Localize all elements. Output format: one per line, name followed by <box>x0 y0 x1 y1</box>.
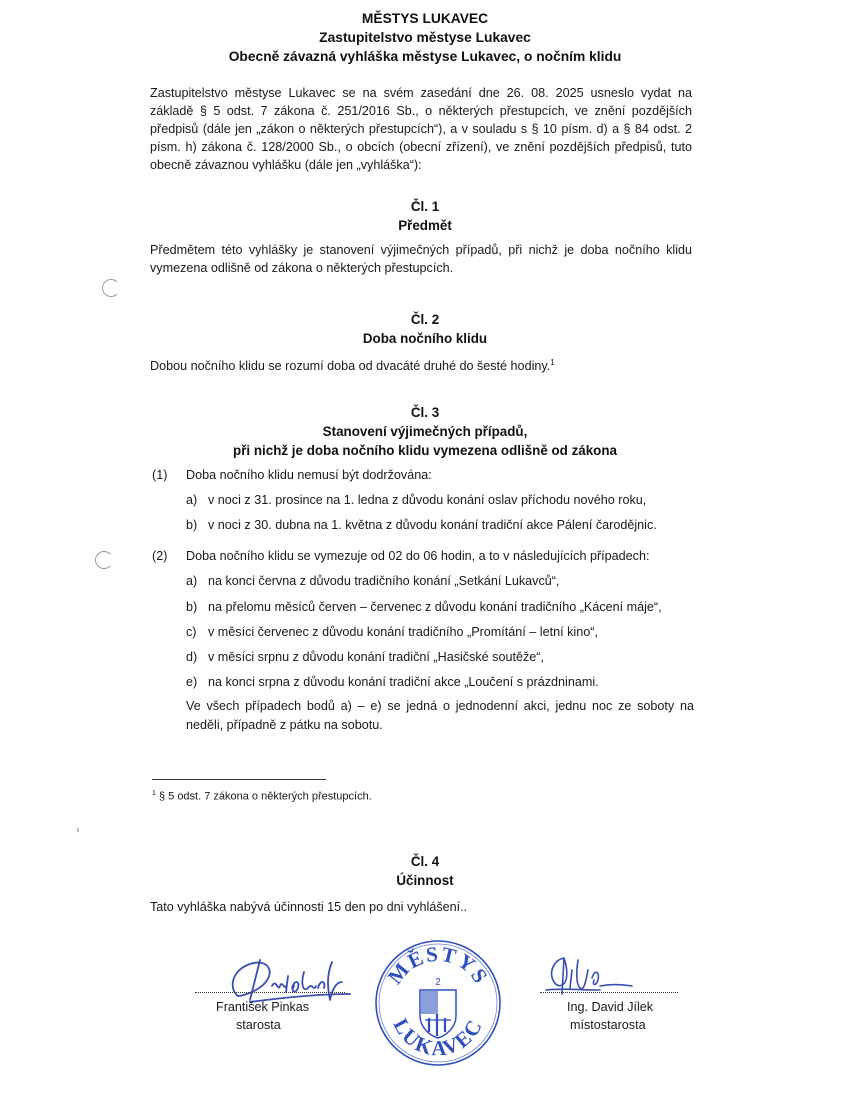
item-label: a) <box>186 574 198 588</box>
paragraph-1-label: (1) <box>152 468 168 482</box>
signature-pinkas-image <box>220 952 360 1007</box>
closing-line: Ve všech případech bodů a) – e) se jedná o jednodenní akci, jednu noc ze soboty na <box>186 699 694 713</box>
intro-line: Zastupitelstvo městyse Lukavec se na svém zasedání dne 26. 08. 2025 usneslo vydat na <box>150 86 692 100</box>
item-text: v noci z 30. dubna na 1. května z důvodu konání tradiční akce Pálení čarodějnic. <box>208 518 657 532</box>
footnote-text: § 5 odst. 7 zákona o některých přestupcích. <box>158 790 372 803</box>
municipality-name: MĚSTYS LUKAVEC <box>361 11 489 26</box>
article-1-number: Čl. 1 <box>410 199 440 214</box>
official-stamp <box>373 938 503 1068</box>
intro-line: obecně závaznou vyhlášku (dále jen „vyhláška“): <box>150 158 422 172</box>
item-text: v noci z 31. prosince na 1. ledna z důvodu konání oslav příchodu nového roku, <box>208 493 647 507</box>
article-2-title: Doba nočního klidu <box>362 331 488 346</box>
item-label: e) <box>186 675 198 689</box>
article-2-number: Čl. 2 <box>410 312 440 327</box>
paragraph-2-label: (2) <box>152 549 168 563</box>
item-text: na přelomu měsíců červen – červenec z důvodu konání tradičního „Kácení máje“, <box>208 600 662 614</box>
article-4-text: Tato vyhláška nabývá účinnosti 15 den po dni vyhlášení.. <box>150 900 468 914</box>
paragraph-1-text: Doba nočního klidu nemusí být dodržována: <box>186 468 432 482</box>
footnote-separator <box>152 779 326 780</box>
punch-hole-mark <box>95 551 113 569</box>
signatory-right-name: Ing. David Jílek <box>567 1000 654 1014</box>
article-1-line: Předmětem této vyhlášky je stanovení výjimečných případů, při nichž je doba nočního klidu <box>150 243 692 257</box>
article-1-title: Předmět <box>398 218 452 233</box>
article-4-title: Účinnost <box>396 873 454 888</box>
signatory-left-name: František Pinkas <box>216 1000 310 1014</box>
intro-line: písm. h) zákona č. 128/2000 Sb., o obcích (obecní zřízení), ve znění pozdějších předpisů, tuto <box>150 140 692 154</box>
item-label: d) <box>186 650 198 664</box>
intro-line: předpisů (dále jen „zákon o některých přestupcích“), a v souladu s § 10 písm. d) a § 84 odst. 2 <box>150 122 692 136</box>
item-label: b) <box>186 518 198 532</box>
document-title: Obecně závazná vyhláška městyse Lukavec, o nočním klidu <box>228 49 622 64</box>
stamp-top-text: MĚSTYS <box>382 941 494 989</box>
scan-speck <box>77 828 79 832</box>
item-text: v měsíci srpnu z důvodu konání tradiční „Hasičské soutěže“, <box>208 650 544 664</box>
article-3-title-line-2: při nichž je doba nočního klidu vymezena odlišně od zákona <box>233 443 617 458</box>
item-text: na konci června z důvodu tradičního konání „Setkání Lukavců“, <box>208 574 560 588</box>
council-name: Zastupitelstvo městyse Lukavec <box>319 30 531 45</box>
closing-line: neděli, případně z pátku na sobotu. <box>186 718 383 732</box>
item-text: na konci srpna z důvodu konání tradiční akce „Loučení s prázdninami. <box>208 675 599 689</box>
item-text: v měsíci červenec z důvodu konání tradičního „Promítání – letní kino“, <box>208 625 598 639</box>
article-3-title-line-1: Stanovení výjimečných případů, <box>322 424 528 439</box>
signature-line-right <box>540 992 678 993</box>
coat-of-arms-icon <box>420 990 456 1038</box>
item-label: c) <box>186 625 197 639</box>
footnote-mark: 1 <box>152 790 156 797</box>
article-1-line: vymezena odlišně od zákona o některých přestupcích. <box>150 261 454 275</box>
stamp-number: 2 <box>435 977 441 988</box>
punch-hole-mark <box>102 279 120 297</box>
article-3-number: Čl. 3 <box>410 405 440 420</box>
stamp-bottom-text: LUKAVEC <box>388 1014 488 1061</box>
paragraph-2-text: Doba nočního klidu se vymezuje od 02 do 06 hodin, a to v následujících případech: <box>186 549 650 563</box>
intro-line: základě § 5 odst. 7 zákona č. 251/2016 Sb., o některých přestupcích, ve znění pozdějších <box>150 104 692 118</box>
item-label: a) <box>186 493 198 507</box>
paragraph-2-closing <box>186 697 694 735</box>
item-label: b) <box>186 600 198 614</box>
signatory-left-role: starosta <box>236 1018 281 1032</box>
footnote-reference: 1 <box>550 358 555 367</box>
intro-paragraph <box>150 84 692 174</box>
article-2-line: Dobou nočního klidu se rozumí doba od dvacáté druhé do šesté hodiny. <box>150 359 551 374</box>
signatory-right-role: místostarosta <box>570 1018 646 1032</box>
signature-line-left <box>195 992 345 993</box>
article-2-text <box>150 354 692 375</box>
footnote <box>152 790 372 803</box>
article-1-text <box>150 241 692 277</box>
article-4-number: Čl. 4 <box>410 854 440 869</box>
